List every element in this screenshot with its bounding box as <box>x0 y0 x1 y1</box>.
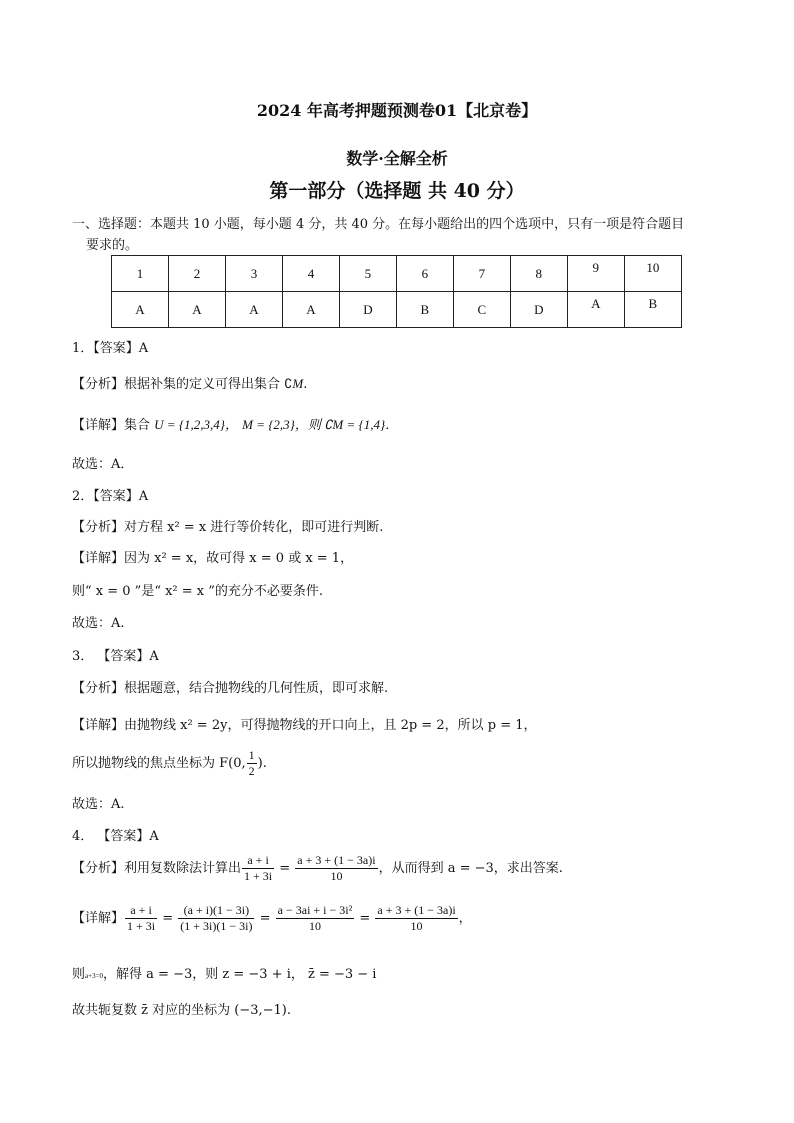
q4-analysis-text: 【分析】利用复数除法计算出 <box>72 861 242 876</box>
q2-result: 故选：A. <box>72 616 125 631</box>
answer-cell: A <box>112 292 169 328</box>
q3-result: 故选：A. <box>72 797 125 812</box>
q1-complement-result: M = {1,4}． <box>332 417 399 432</box>
answer-cell: A <box>567 292 624 328</box>
q4-detail-fraction-2 <box>178 903 254 934</box>
question-number-cell: 5 <box>339 256 396 292</box>
q4-analysis: 【分析】利用复数除法计算出 $\frac{a + i}{1 + 3i}$ = $\frac{a + 3 + (1 - 3a)i}{10}$ ，从而得到 a = −3，求出答案. <box>72 853 563 883</box>
fraction-numerator: a − 3ai + i − 3i² <box>277 903 353 917</box>
q1-set-u: U = {1,2,3,4}， <box>154 417 238 432</box>
q1-detail <box>72 414 398 433</box>
q1-analysis <box>72 373 307 392</box>
q4-detail-label: 【详解】 <box>72 911 125 926</box>
q2-analysis: 【分析】对方程 x² = x 进行等价转化，即可进行判断. <box>72 520 384 535</box>
question-number-cell: 6 <box>396 256 453 292</box>
q4-detail-fraction-1 <box>125 903 157 934</box>
q4-detail-fraction-4 <box>375 903 457 934</box>
q1-analysis-var: M <box>292 376 304 391</box>
answer-cell: A <box>282 292 339 328</box>
q2-detail: 【详解】因为 x² = x，故可得 x = 0 或 x = 1， <box>72 551 354 566</box>
instructions-line-2: 要求的。 <box>86 238 139 253</box>
q1-answer: 1．【答案】A <box>72 341 149 356</box>
answer-cell: B <box>624 292 681 328</box>
q1-analysis-text: 【分析】根据补集的定义可得出集合 ∁ <box>72 377 293 392</box>
q4-detail: 【详解】 $\frac{a + i}{1 + 3i}$ = $\frac{(a + i)(1 - 3i)}{(1 + 3i)(1 - 3i)}$ = $\frac{\text{a − 3ai + i − 3i²}}{10}$ = $\frac{a + 3 + (1 - 3a)i}{10}$ ， <box>72 903 472 933</box>
fraction-denominator: 1 + 3i <box>127 919 156 933</box>
answer-cell: C <box>453 292 510 328</box>
q4-detail-fraction-3 <box>276 903 355 934</box>
q1-detail-label: 【详解】集合 <box>72 418 151 433</box>
fraction-denominator: 1 + 3i <box>244 869 273 883</box>
instructions <box>72 214 732 256</box>
q4-fraction-2 <box>295 853 377 884</box>
q4-then-text: 则 <box>72 967 86 982</box>
q1-set-m: M = {2,3}，则 ∁ <box>242 417 333 432</box>
fraction-numerator: a + 3 + (1 − 3a)i <box>297 853 376 867</box>
answer-table <box>111 255 682 328</box>
question-number-cell: 1 <box>112 256 169 292</box>
q4-fraction-1 <box>242 853 274 884</box>
fraction-denominator: (1 + 3i)(1 − 3i) <box>180 919 253 933</box>
answer-letters-row <box>112 292 682 328</box>
q4-answer: 4． 【答案】A <box>72 829 159 844</box>
q3-focus-end: ). <box>257 756 267 771</box>
q3-focus-text: 所以抛物线的焦点坐标为 F(0, <box>72 756 246 771</box>
answer-numbers-row <box>112 256 682 292</box>
fraction-denominator: 2 <box>248 764 255 778</box>
q3-analysis: 【分析】根据题意，结合抛物线的几何性质，即可求解. <box>72 681 389 696</box>
question-number-cell: 2 <box>168 256 225 292</box>
fraction-denominator: 10 <box>308 919 321 933</box>
q4-analysis-end: ，从而得到 a = −3，求出答案. <box>378 861 563 876</box>
answer-cell: A <box>168 292 225 328</box>
section-heading: 第一部分（选择题 共 40 分） <box>269 180 525 202</box>
fraction-denominator: 10 <box>410 919 423 933</box>
q4-solution-text: ，解得 a = −3，则 z = −3 + i， z̄ = −3 − i <box>103 967 377 982</box>
question-number-cell: 8 <box>510 256 567 292</box>
fraction-numerator: 1 <box>248 748 255 762</box>
q4-detail-3 <box>72 963 376 982</box>
question-number-cell: 10 <box>624 256 681 292</box>
q2-detail-2: 则“ x = 0 ”是“ x² = x ”的充分不必要条件. <box>72 584 324 599</box>
answer-cell: A <box>225 292 282 328</box>
question-number-cell: 9 <box>567 256 624 292</box>
q3-focus-fraction <box>247 748 257 779</box>
answer-cell: D <box>510 292 567 328</box>
q4-detail-4: 故共轭复数 z̄ 对应的坐标为 (−3,−1). <box>72 1003 291 1018</box>
question-number-cell: 7 <box>453 256 510 292</box>
fraction-numerator: a + 3 + (1 − 3a)i <box>377 903 456 917</box>
answer-cell: B <box>396 292 453 328</box>
q1-analysis-end: . <box>303 377 308 392</box>
answer-cell: D <box>339 292 396 328</box>
exam-title: 2024 年高考押题预测卷01【北京卷】 <box>256 101 538 120</box>
q2-answer: 2．【答案】A <box>72 489 149 504</box>
fraction-numerator: a + i <box>242 853 274 869</box>
q4-tiny-equation: a+3=0 <box>85 972 104 980</box>
q4-detail-end: ， <box>458 911 472 926</box>
fraction-numerator: (a + i)(1 − 3i) <box>178 903 254 919</box>
q3-detail: 【详解】由抛物线 x² = 2y，可得抛物线的开口向上，且 2p = 2，所以 p = 1， <box>72 718 537 733</box>
exam-subtitle: 数学·全解全析 <box>346 149 448 168</box>
q1-result: 故选：A． <box>72 457 134 472</box>
fraction-numerator: a + i <box>125 903 157 919</box>
q3-answer: 3． 【答案】A <box>72 649 159 664</box>
question-number-cell: 3 <box>225 256 282 292</box>
q3-detail-2 <box>72 748 267 779</box>
question-number-cell: 4 <box>282 256 339 292</box>
fraction-denominator: 10 <box>330 869 343 883</box>
instructions-line-1: 一、选择题：本题共 10 小题，每小题 4 分，共 40 分。在每小题给出的四个选项中，只有一项是符合题目 <box>72 217 685 232</box>
